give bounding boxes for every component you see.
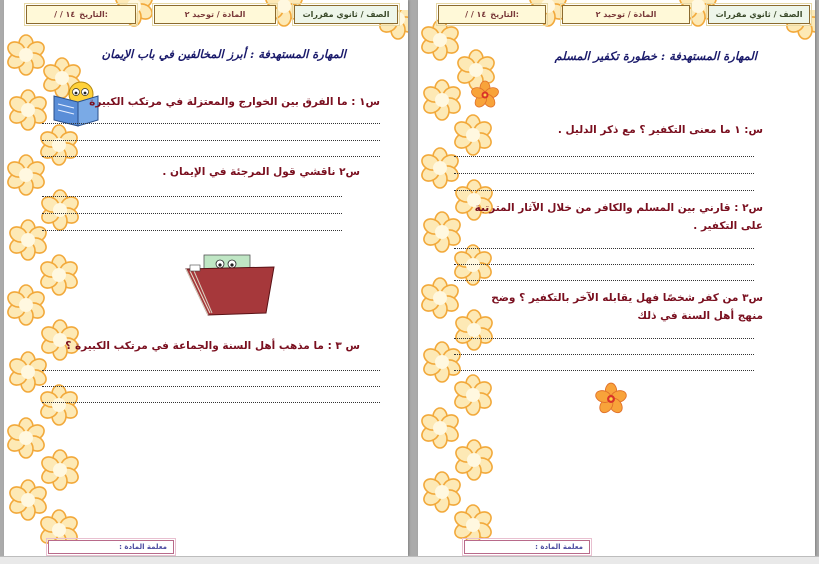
date-value: / / ١٤ xyxy=(465,10,487,19)
worksheet-page-right xyxy=(418,0,815,556)
answer-line[interactable] xyxy=(42,156,380,157)
answer-line[interactable] xyxy=(42,123,380,124)
answer-line[interactable] xyxy=(454,370,754,371)
answer-line[interactable] xyxy=(454,280,754,281)
answer-line[interactable] xyxy=(42,213,342,214)
answer-line[interactable] xyxy=(42,370,380,371)
answer-line[interactable] xyxy=(454,264,754,265)
hibiscus-flower-icon xyxy=(470,80,500,110)
hibiscus-flower-icon xyxy=(594,382,628,416)
question-2: س٢ : قارني بين المسلم والكافر من خلال الآثار المترتبة على التكفير . xyxy=(474,202,763,232)
answer-line[interactable] xyxy=(42,386,380,387)
answer-line[interactable] xyxy=(42,230,342,231)
answer-line[interactable] xyxy=(454,248,754,249)
answer-line[interactable] xyxy=(454,156,754,157)
answer-line[interactable] xyxy=(454,338,754,339)
skill-title: المهارة المستهدفة : أبرز المخالفين في باب الإيمان xyxy=(101,47,346,61)
answer-line[interactable] xyxy=(42,140,380,141)
question-1: س: ١ ما معنى التكفير ؟ مع ذكر الدليل . xyxy=(557,124,763,136)
date-label: التاريخ: xyxy=(490,10,519,19)
teacher-footer: معلمة المادة : xyxy=(48,540,174,554)
question-3: س٣ من كفر شخصًا فهل يقابله الآخر بالتكفير ؟ وضح منهج أهل السنة في ذلك xyxy=(491,292,763,322)
skill-title: المهارة المستهدفة : خطورة تكفير المسلم xyxy=(554,49,757,63)
flower-border-decoration-right xyxy=(368,10,408,556)
teacher-footer: معلمة المادة : xyxy=(464,540,590,554)
flower-border-decoration-right xyxy=(775,10,815,556)
answer-line[interactable] xyxy=(42,196,342,197)
file-folder-cartoon-icon xyxy=(182,253,278,317)
worksheet-page-left xyxy=(4,0,408,556)
question-1: س١ : ما الفرق بين الخوارج والمعتزلة في مرتكب الكبيرة xyxy=(89,96,380,108)
subject-field: المادة / توحيد ٢ xyxy=(154,5,276,24)
answer-line[interactable] xyxy=(42,402,380,403)
date-field xyxy=(438,5,546,24)
question-3: س ٣ : ما مذهب أهل السنة والجماعة في مرتكب الكبيرة ؟ xyxy=(65,340,360,352)
date-label: التاريخ: xyxy=(79,10,108,19)
answer-line[interactable] xyxy=(454,190,754,191)
subject-field: المادة / توحيد ٢ xyxy=(562,5,690,24)
answer-line[interactable] xyxy=(454,354,754,355)
question-2: س٢ ناقشي قول المرجئة في الإيمان . xyxy=(162,166,360,178)
answer-line[interactable] xyxy=(454,173,754,174)
grade-field: الصف / ثانوي مقررات xyxy=(708,5,810,24)
grade-field: الصف / ثانوي مقررات xyxy=(294,5,398,24)
date-value: / / ١٤ xyxy=(54,10,76,19)
date-field xyxy=(26,5,136,24)
